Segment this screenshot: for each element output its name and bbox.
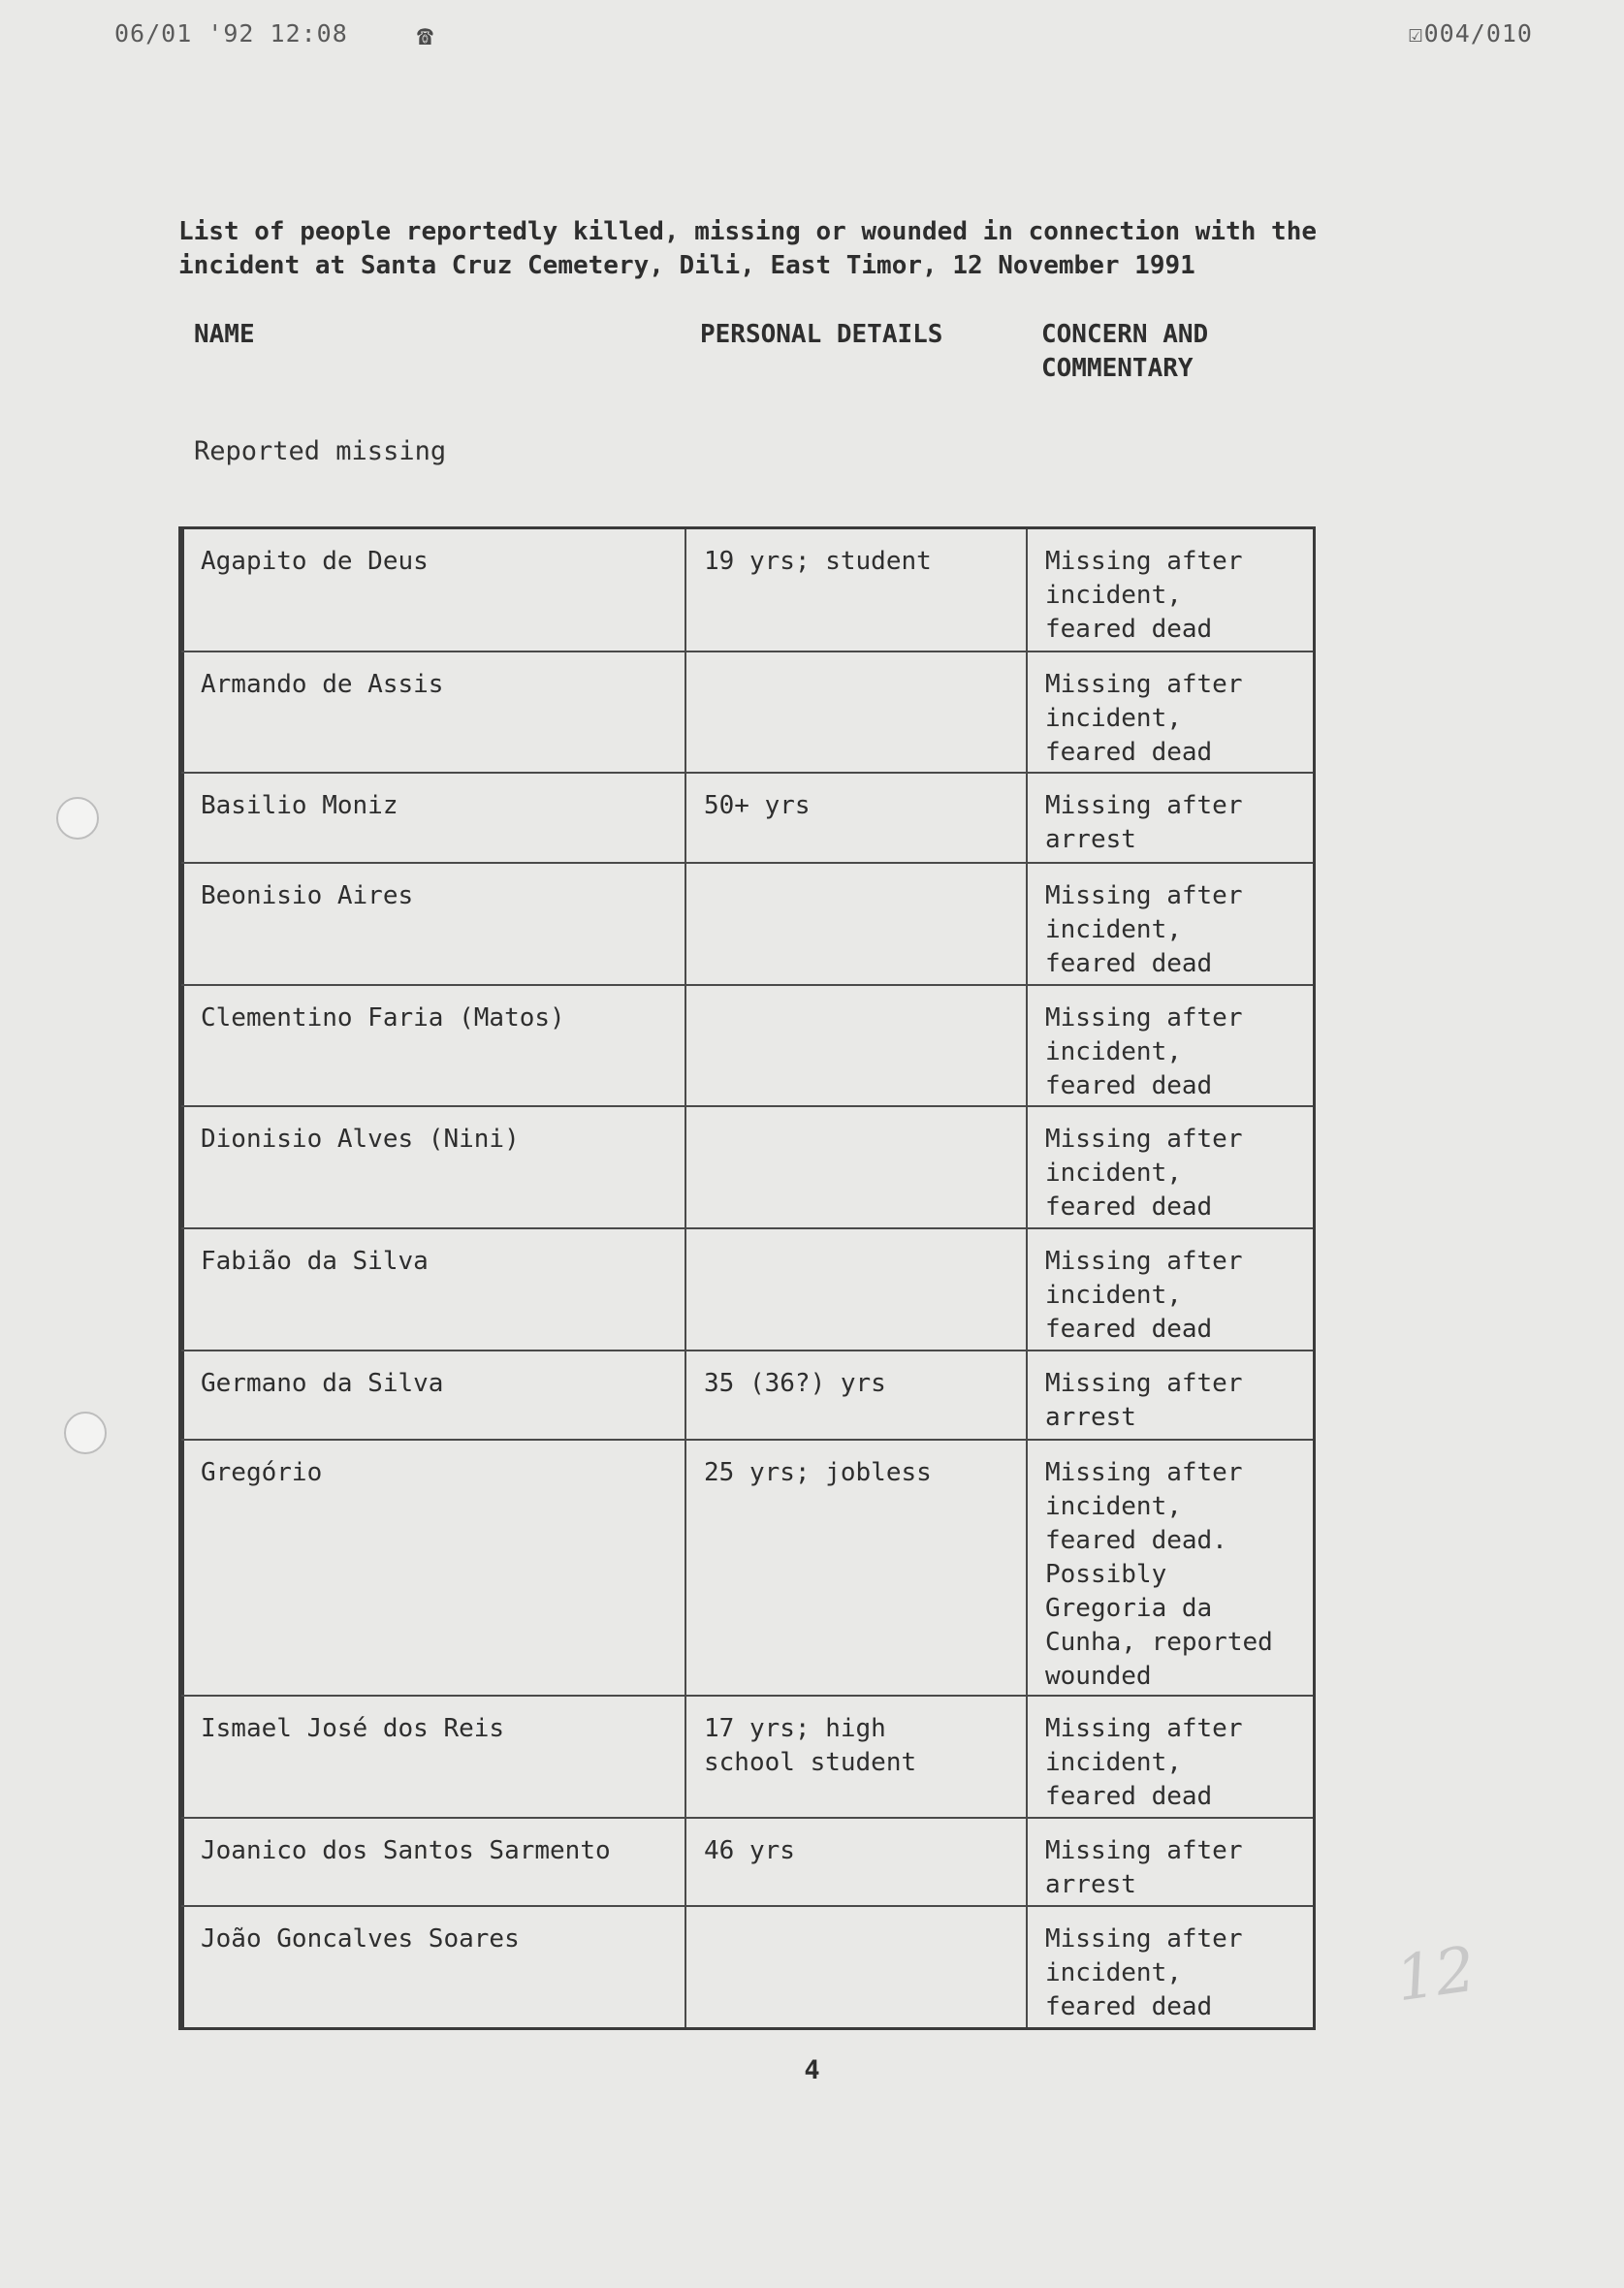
phone-icon: ☎ — [417, 19, 433, 51]
punch-hole-icon — [64, 1412, 107, 1454]
concern-commentary: Missing after arrest — [1045, 1836, 1243, 1899]
personal-details — [686, 652, 1028, 772]
section-label: Reported missing — [194, 436, 447, 466]
person-name: Clementino Faria (Matos) — [181, 986, 686, 1105]
concern-commentary: Missing after incident, feared dead — [1045, 547, 1243, 644]
column-header-name: NAME — [194, 320, 255, 349]
table-row — [181, 1905, 1313, 2027]
person-name: Joanico dos Santos Sarmento — [181, 1819, 686, 1905]
table-row — [181, 1227, 1313, 1350]
table-row — [181, 862, 1313, 984]
personal-details — [686, 1229, 1028, 1350]
table-row — [181, 651, 1313, 772]
concern-commentary: Missing after incident, feared dead — [1045, 881, 1243, 978]
table-row — [181, 1695, 1313, 1817]
personal-details: 35 (36?) yrs — [686, 1351, 1028, 1439]
person-name: Fabião da Silva — [181, 1229, 686, 1350]
table-row — [181, 984, 1313, 1105]
personal-details: 50+ yrs — [686, 774, 1028, 862]
handwritten-note: 12 — [1391, 1933, 1481, 2017]
person-name: Armando de Assis — [181, 652, 686, 772]
concern-commentary: Missing after incident, feared dead — [1045, 1003, 1243, 1100]
personal-details: 17 yrs; high school student — [686, 1697, 1028, 1817]
concern-commentary: Missing after incident, feared dead — [1045, 1924, 1243, 2021]
column-header-concern: CONCERN AND COMMENTARY — [1041, 320, 1209, 383]
personal-details — [686, 986, 1028, 1105]
table-row — [181, 772, 1313, 862]
personal-details: 46 yrs — [686, 1819, 1028, 1905]
concern-commentary: Missing after incident, feared dead — [1045, 1714, 1243, 1811]
person-name: Basilio Moniz — [181, 774, 686, 862]
missing-persons-table — [178, 526, 1316, 2030]
person-name: Germano da Silva — [181, 1351, 686, 1439]
personal-details — [686, 1907, 1028, 2027]
personal-details — [686, 1107, 1028, 1227]
fax-timestamp: 06/01 '92 12:08 — [114, 19, 348, 48]
personal-details: 19 yrs; student — [686, 529, 1028, 651]
concern-commentary: Missing after incident, feared dead — [1045, 1247, 1243, 1344]
concern-commentary: Missing after arrest — [1045, 1369, 1243, 1432]
page-number: 4 — [804, 2055, 820, 2085]
column-header-details: PERSONAL DETAILS — [700, 320, 943, 349]
person-name: Gregório — [181, 1441, 686, 1695]
punch-hole-icon — [56, 797, 99, 840]
person-name: Ismael José dos Reis — [181, 1697, 686, 1817]
concern-commentary: Missing after incident, feared dead — [1045, 670, 1243, 767]
table-row — [181, 1817, 1313, 1905]
person-name: João Goncalves Soares — [181, 1907, 686, 2027]
person-name: Agapito de Deus — [181, 529, 686, 651]
concern-commentary: Missing after incident, feared dead. Possibly Gregoria da Cunha, reported wounded — [1045, 1458, 1273, 1691]
document-title: List of people reportedly killed, missing or wounded in connection with the incident at Santa Cruz Cemetery, Dili, East Timor, 12 November 1991 — [178, 217, 1317, 280]
concern-commentary: Missing after incident, feared dead — [1045, 1125, 1243, 1222]
person-name: Dionisio Alves (Nini) — [181, 1107, 686, 1227]
table-row — [181, 1350, 1313, 1439]
personal-details — [686, 864, 1028, 984]
table-row — [181, 1105, 1313, 1227]
table-row — [181, 1439, 1313, 1695]
table-row — [181, 529, 1313, 651]
person-name: Beonisio Aires — [181, 864, 686, 984]
personal-details: 25 yrs; jobless — [686, 1441, 1028, 1695]
fax-page-counter: ☑004/010 — [1408, 19, 1533, 48]
concern-commentary: Missing after arrest — [1045, 791, 1243, 854]
